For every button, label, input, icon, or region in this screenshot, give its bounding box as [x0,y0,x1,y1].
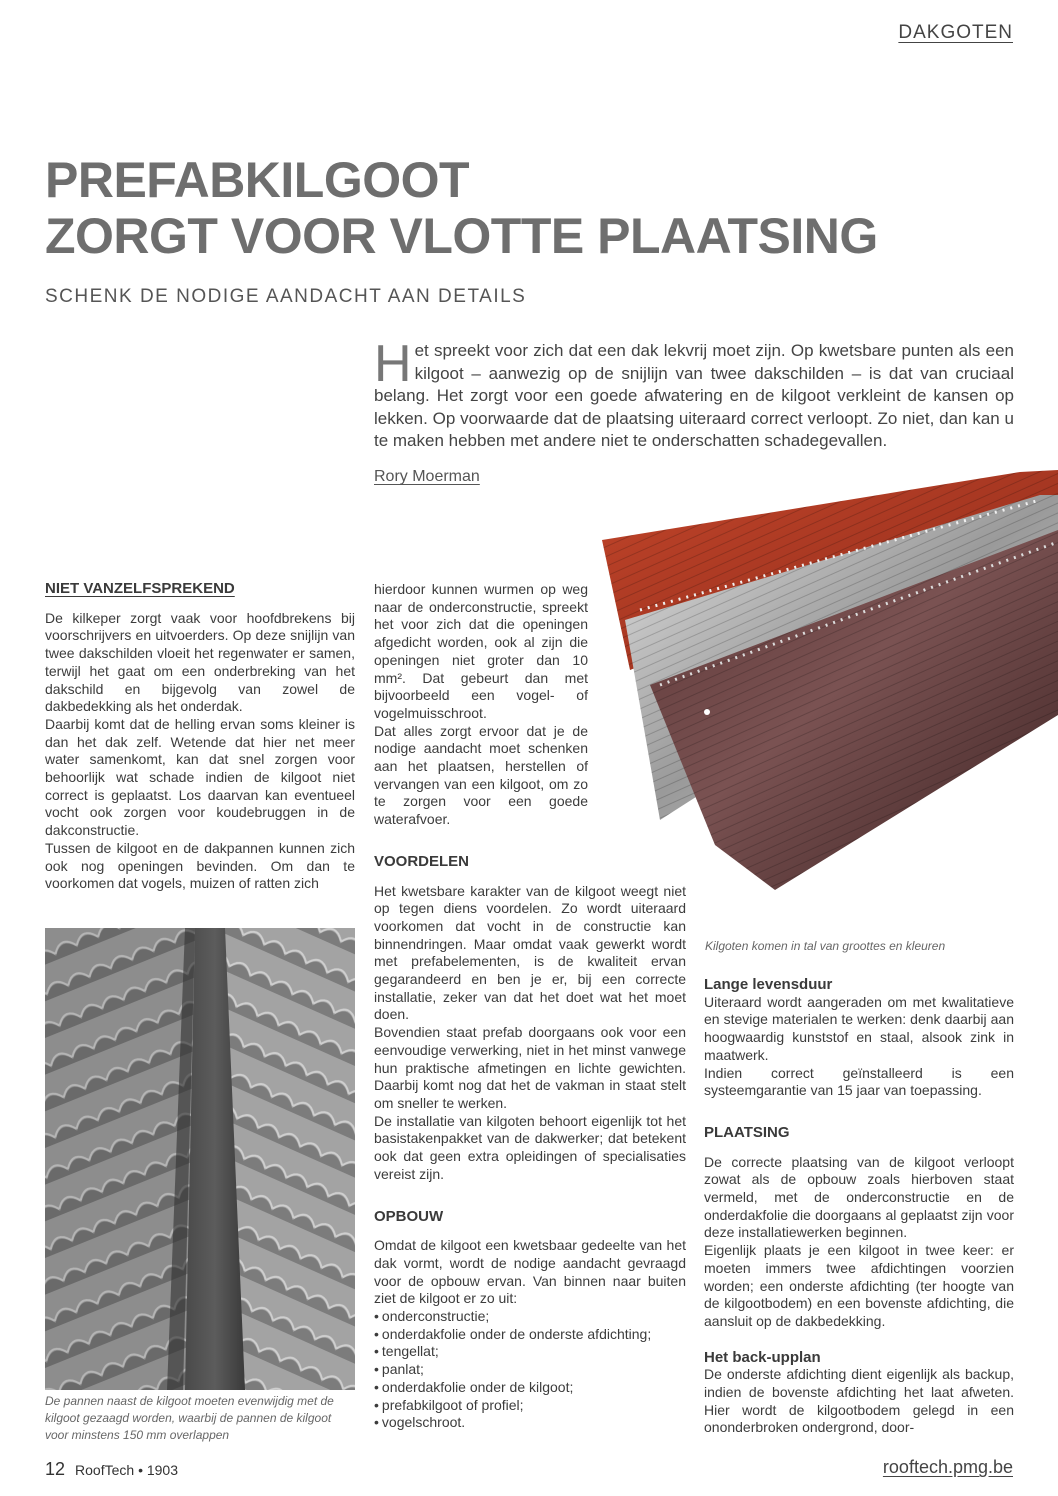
footer-left [45,1459,178,1480]
heading-voordelen: VOORDELEN [374,852,470,870]
col2-paragraph: Het kwetsbare karakter van de kilgoot weegt niet op tegen diens voordelen. Zo wordt uiteraard voorkomen dat vocht in de constructie kan binnendringen. Maar omdat vaak gewerkt wordt met prefabelementen, is de kwaliteit ervan gegarandeerd en ben je er, bij een correcte installatie, zeker van dat het doet wat het moet doen. [374,882,686,1023]
col1-paragraph: De kilkeper zorgt vaak voor hoofdbrekens bij voorschrijvers en uitvoerders. Op deze snijlijn van twee dakschilden vloeit het regenwater er samen, terwijl het gaat om een onderbreking van het dakschild en bijgevolg van zowel de dakbedekking als het onderdak. [45,609,355,715]
col2-paragraph: Bovendien staat prefab doorgaans ook voor een eenvoudige verwerking, niet in het minst vanwege hun praktische afmetingen en lichte gewichten. Daarbij komt nog dat het de vakman in staat stelt om sneller te werken. [374,1024,686,1111]
list-item: • tengellat; [374,1343,686,1361]
col1-paragraph: Daarbij komt dat de helling ervan soms kleiner is dan het dak zelf. Wetende dat hier net meer water samenkomt, kan dat snel zorgen voor behoorlijk wat schade indien de kilgoot niet correct is geplaatst. Los daarvan kan eventueel vocht ook zorgen voor koudebruggen in de dakconstructie. [45,715,355,839]
gutters-photo-caption: Kilgoten komen in tal van groottes en kleuren [705,939,946,953]
list-item: • vogelschroot. [374,1414,686,1432]
heading-lange-levensduur: Lange levensduur [704,976,833,993]
col2-paragraph: hierdoor kunnen wurmen op weg naar de onderconstructie, spreekt het voor zich dat die openingen afgedicht worden, ook al zijn die openingen niet groter dan 10 mm². Dat gebeurt dan met bijvoorbeeld een vogel- of vogelmuisschroot. [374,581,588,721]
article-title-line-1: PREFABKILGOOT [45,152,470,208]
magazine-issue: RoofTech • 1903 [75,1462,179,1478]
article-title [45,152,878,264]
col2-paragraph: De installatie van kilgoten behoort eigenlijk tot het basistakenpakket van de dakwerker; dat betekent ook dat geen extra opleidingen of specialisaties vereist zijn. [374,1112,686,1182]
list-item: • prefabkilgoot of profiel; [374,1397,686,1415]
heading-plaatsing: PLAATSING [704,1123,790,1141]
opbouw-list [374,1308,686,1432]
col2-continuation [374,581,588,829]
intro-text: et spreekt voor zich dat een dak lekvrij moet zijn. Op kwetsbare punten als een kilgoot – aanwezig op de snijlijn van twee dakschilden – is dat van cruciaal belang. Het zorgt voor een goede afwatering en de kilgoot verkleint de kansen op lekken. Op voorwaarde dat de plaatsing uiteraard correct verloopt. Zo niet, dan kan u te maken hebben met andere niet te onderschatten schadegevallen. [374,341,1014,450]
col3-paragraph: Eigenlijk plaats je een kilgoot in twee keer: er moeten immers twee afdichtingen voorzien worden; een onderste afdichting (ter hoogte van de kilgootbodem) en een bovenste afdichting, die aansluit op de dakbedekking. [704,1242,1014,1329]
col3-paragraph: Indien correct geïnstalleerd is een systeemgarantie van 15 jaar van toepassing. [704,1064,1014,1099]
col3-paragraph: De onderste afdichting dient eigenlijk als backup, indien de bovenste afdichting het laat afweten. Hier wordt de kilgootbodem gelegd in een ononderbroken ondergrond, door- [704,1366,1014,1436]
list-item: • onderconstructie; [374,1308,686,1326]
list-item: • panlat; [374,1361,686,1379]
heading-back-upplan: Het back-upplan [704,1348,821,1366]
roof-tiles-valley-photo [45,928,355,1390]
heading-niet-vanzelfsprekend: NIET VANZELFSPREKEND [45,580,235,597]
author-byline: Rory Moerman [374,468,480,485]
website-link[interactable]: rooftech.pmg.be [882,1457,1013,1477]
heading-opbouw: OPBOUW [374,1207,444,1225]
article-title-line-2: ZORGT VOOR VLOTTE PLAATSING [45,208,878,264]
column-1 [45,580,355,893]
col2-paragraph: Dat alles zorgt ervoor dat je de nodige aandacht moet schenken aan het plaatsen, herstellen of vervangen van een kilgoot, om zo te zorgen voor een goede waterafvoer. [374,722,588,828]
column-2 [374,581,686,1432]
tiles-photo-caption: De pannen naast de kilgoot moeten evenwijdig met de kilgoot gezaagd worden, waarbij de pannen de kilgoot voor minstens 150 mm overlappen [45,1394,334,1442]
list-item: • onderdakfolie onder de onderste afdichting; [374,1326,686,1344]
col2-paragraph: Omdat de kilgoot een kwetsbaar gedeelte van het dak vormt, wordt de nodige aandacht gevraagd voor de opbouw ervan. Van binnen naar buiten ziet de kilgoot er zo uit: [374,1237,686,1307]
col3-paragraph: De correcte plaatsing van de kilgoot verloopt zowat als de opbouw zoals hierboven staat vermeld, met de onderconstructie en de onderdakfolie die doorgaans al geplaatst zijn voor deze installatiewerken beginnen. [704,1153,1014,1241]
section-tag: DAKGOTEN [898,22,1013,43]
column-3 [704,976,1014,1437]
article-subtitle: SCHENK DE NODIGE AANDACHT AAN DETAILS [45,286,527,307]
col3-paragraph: Uiteraard wordt aangeraden om met kwalitatieve en stevige materialen te werken: denk daarbij aan hoogwaardig kunststof en staal, alsook zink in maatwerk. [704,993,1014,1063]
page-number: 12 [45,1459,66,1479]
col1-paragraph: Tussen de kilgoot en de dakpannen kunnen zich ook nog openingen bevinden. Om dan te voorkomen dat vogels, muizen of ratten zich [45,839,355,892]
intro-paragraph [374,335,1014,453]
drop-cap: H [374,335,412,393]
list-item: • onderdakfolie onder de kilgoot; [374,1379,686,1397]
